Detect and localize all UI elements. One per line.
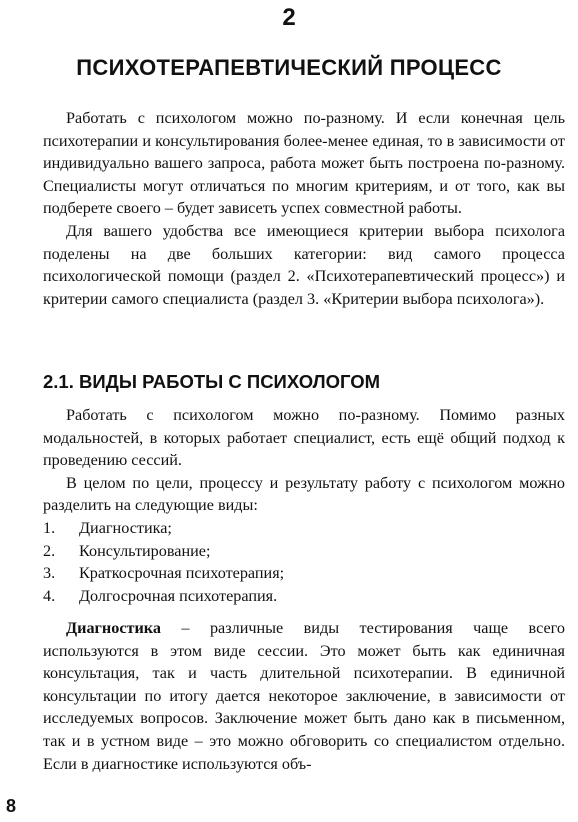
list-item	[43, 540, 565, 563]
chapter-title: ПСИХОТЕРАПЕВТИЧЕСКИЙ ПРОЦЕСС	[76, 55, 502, 80]
intro-paragraph-2: Для вашего удобства все имеющиеся критерии выбора психолога поделены на две больших категории: вид самого процесса психологической помощи (раздел 2. «Психотерапевтический процесс») и критерии самого специалиста (раздел 3. «Критерии выбора психолога»).	[43, 221, 565, 308]
list-item-number: 1.	[43, 518, 56, 537]
intro-text	[43, 107, 565, 310]
section-text	[43, 404, 565, 607]
list-item-text: Краткосрочная психотерапия;	[79, 564, 285, 583]
diagnostics-term: Диагностика	[66, 619, 161, 637]
chapter-number: 2	[282, 4, 296, 31]
list-item	[43, 585, 565, 608]
list-item	[43, 562, 565, 585]
list-item-number: 2.	[43, 541, 56, 560]
section-paragraph-1: Работать с психологом можно по-разному. Помимо разных модальностей, в которых работает специалист, есть ещё общий подход к проведению сессий.	[43, 406, 565, 470]
diagnostics-body: – различные виды тестирования чаще всего используются в этом виде сессии. Это может быть как единичная консультация, так и часть длительной психотерапии. В единичной консультации по итогу дается некоторое заключение, в зависимости от исследуемых вопросов. Заключение может быть дано как в письменном, так и в устном виде – это можно обговорить со специалистом отдельно. Если в диагностике используются объ-	[43, 619, 565, 773]
diagnostics-paragraph	[43, 617, 565, 775]
section-paragraph-2: В целом по цели, процессу и результату работу с психологом можно разделить на следующие виды:	[43, 473, 565, 515]
work-types-list	[43, 517, 565, 607]
list-item-text: Консультирование;	[79, 541, 211, 560]
list-item-number: 4.	[43, 586, 56, 605]
diagnostics-text	[43, 617, 565, 775]
list-item-number: 3.	[43, 564, 56, 583]
list-item-text: Диагностика;	[79, 518, 172, 537]
page-number: 8	[6, 796, 17, 816]
section-title: 2.1. ВИДЫ РАБОТЫ С ПСИХОЛОГОМ	[43, 371, 381, 392]
list-item	[43, 517, 565, 540]
list-item-text: Долгосрочная психотерапия.	[79, 586, 278, 605]
intro-paragraph-1: Работать с психологом можно по-разному. И если конечная цель психотерапии и консультирования более-менее единая, то в зависимости от индивидуально вашего запроса, работа может быть построена по-разному. Специалисты могут отличаться по многим критериям, и от того, как вы подберете своего – будет зависеть успех совместной работы.	[43, 109, 565, 218]
